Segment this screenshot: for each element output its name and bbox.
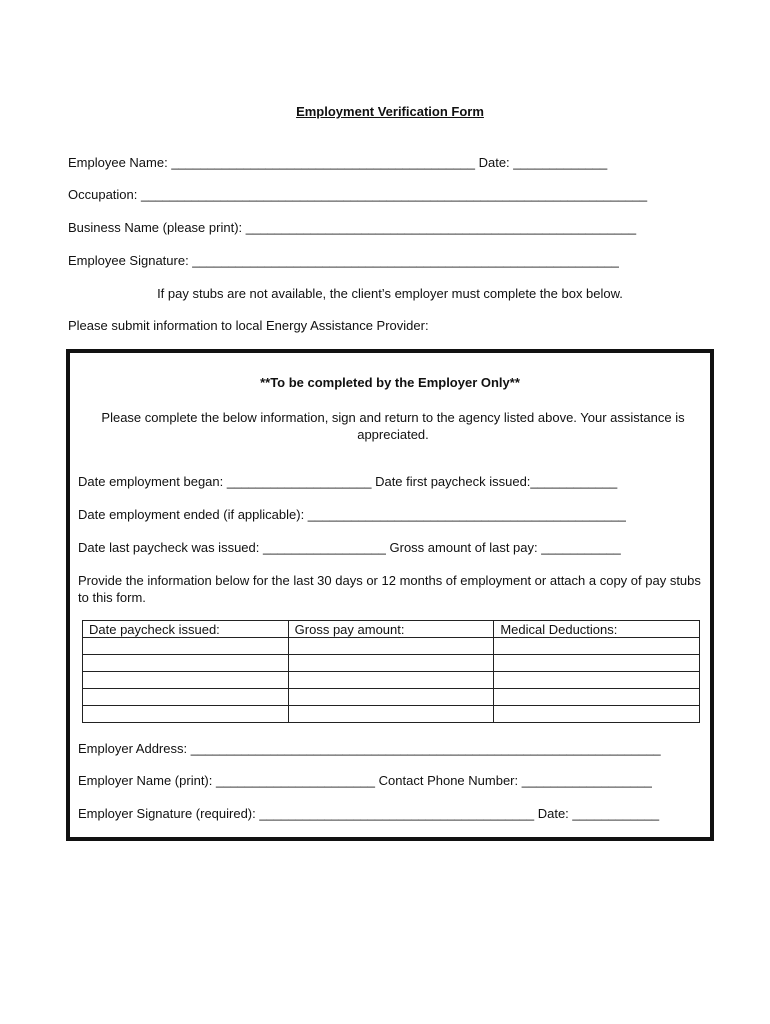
table-cell[interactable] [494,638,700,655]
table-row [83,689,700,706]
employee-name-field[interactable]: Employee Name: __________________________________________ Date: _____________ [68,155,608,170]
table-cell[interactable] [288,655,494,672]
employer-signature-field[interactable]: Employer Signature (required): ______________________________________ Date: ____________ [78,806,660,821]
table-row [83,706,700,723]
submit-note: Please submit information to local Energy Assistance Provider: [68,318,429,333]
table-cell[interactable] [494,672,700,689]
business-name-field[interactable]: Business Name (please print): ______________________________________________________ [68,220,637,235]
period-instruction: Provide the information below for the last 30 days or 12 months of employment or attach a copy of pay stubs to this form. [78,573,701,605]
header-medical-deductions: Medical Deductions: [494,621,700,638]
employer-name-field[interactable]: Employer Name (print): ______________________ Contact Phone Number: __________________ [78,773,652,788]
table-cell[interactable] [83,706,289,723]
employer-section-heading: **To be completed by the Employer Only** [260,375,520,390]
table-cell[interactable] [494,655,700,672]
table-cell[interactable] [494,706,700,723]
table-cell[interactable] [83,638,289,655]
table-cell[interactable] [288,638,494,655]
header-date-paycheck: Date paycheck issued: [83,621,289,638]
table-cell[interactable] [494,689,700,706]
pay-stub-note: If pay stubs are not available, the client’s employer must complete the box below. [157,286,623,301]
table-cell[interactable] [288,672,494,689]
table-cell[interactable] [288,689,494,706]
occupation-field[interactable]: Occupation: ______________________________________________________________________ [68,187,648,202]
table-header-row [83,621,700,638]
employer-section-box [66,349,714,841]
paycheck-table [82,620,700,723]
employer-address-field[interactable]: Employer Address: _________________________________________________________________ [78,741,661,756]
header-gross-pay: Gross pay amount: [288,621,494,638]
table-row [83,638,700,655]
table-cell[interactable] [83,672,289,689]
form-title: Employment Verification Form [296,104,484,119]
table-cell[interactable] [83,689,289,706]
employer-instructions: Please complete the below information, sign and return to the agency listed above. Your assistance is appreciated. [101,410,685,442]
last-paycheck-field[interactable]: Date last paycheck was issued: _________________ Gross amount of last pay: ___________ [78,540,621,555]
table-cell[interactable] [83,655,289,672]
table-cell[interactable] [288,706,494,723]
table-row [83,655,700,672]
table-row [83,672,700,689]
employment-ended-field[interactable]: Date employment ended (if applicable): ____________________________________________ [78,507,626,522]
employment-began-field[interactable]: Date employment began: ____________________ Date first paycheck issued:____________ [78,474,618,489]
employee-signature-field[interactable]: Employee Signature: ___________________________________________________________ [68,253,619,268]
